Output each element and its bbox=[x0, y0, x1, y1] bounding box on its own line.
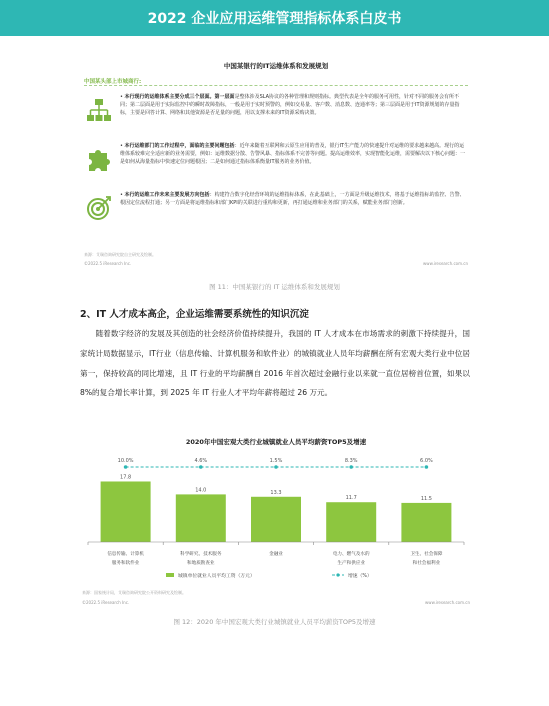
bar bbox=[101, 481, 151, 542]
figure-1-block-3: • 本行的运维工作未来主要发展方向包括：构建符合数字化经营环境的运维指标体系，在此基础上，一方面是升级运维技术，将基于运维指标的监控、告警、根因定位流程打通；另一方面是将运维指标和部门KPI的关联进行重构和更新，再打通运维和业务部门的关系，赋能业务部门创新。 bbox=[120, 192, 465, 206]
section-heading: 2、IT 人才成本高企，企业运维需要系统性的知识沉淀 bbox=[80, 309, 309, 320]
legend-bar-swatch bbox=[166, 573, 174, 577]
page-header bbox=[0, 0, 549, 36]
growth-value-label: 10.0% bbox=[117, 458, 134, 464]
page-title: 2022 企业应用运维管理指标体系白皮书 bbox=[147, 11, 402, 27]
block-lead: 本行的运维工作未来主要发展方向包括 bbox=[124, 192, 210, 198]
legend-bar-label: 城镇单位就业人员平均工资（万元） bbox=[178, 574, 255, 579]
growth-point bbox=[199, 465, 203, 469]
figure-1-block-2: • 本行运维部门的工作过程中，面临的主要问题包括：近年来随着互联网和云原生应用的普及，银行IT生产能力的快速提升对运维的要求越来越高。现行的运维体系较难完全适应新的业务需要，例如：运维数据分散、告警风暴、指标体系不完善等问题。提高运维效率，实现智能化运维，需要解决以下核心问题：一是如何从海量指标中快速定位问题根因；二是如何通过指标体系衡量IT服务的业务价值。 bbox=[120, 143, 466, 165]
growth-point bbox=[425, 465, 429, 469]
figure-1-title: 中国某银行的IT运维体系和发展规划 bbox=[223, 62, 329, 70]
block-text: ：近年来随着互联网和云原生应用的普及，银行IT生产能力的快速提升对运维的要求越来越高。现行的运维体系较难完全适应新的业务需要，例如：运维数据分散、告警风暴、指标体系不完善等问题。提高运维效率，实现智能化运维，需要解决以下核心问题：一是如何从海量指标中快速定位问题根因；二是如何通过指标体系衡量IT服务的业务价值。 bbox=[120, 143, 466, 165]
growth-point bbox=[124, 465, 128, 469]
hierarchy-icon bbox=[86, 97, 112, 123]
bar-value-label: 13.3 bbox=[270, 489, 282, 496]
category-tick-label: 科学研究、技术服务 bbox=[180, 552, 222, 557]
bar-value-label: 17.8 bbox=[120, 474, 132, 481]
category-tick-label: 信息传输、计算机 bbox=[107, 552, 144, 557]
figure-2-caption: 图 12：2020 年中国宏观大类行业城镇就业人员平均薪资TOP5及增速 bbox=[173, 618, 376, 626]
legend-line-marker bbox=[336, 573, 339, 576]
chart-url: www.iresearch.com.cn bbox=[425, 600, 470, 605]
target-icon bbox=[86, 195, 112, 221]
chart-title: 2020年中国宏观大类行业城镇就业人员平均薪资TOP5及增速 bbox=[185, 438, 367, 446]
bar-value-label: 11.7 bbox=[345, 495, 357, 502]
bar bbox=[326, 502, 376, 542]
section-paragraph bbox=[80, 324, 470, 403]
bar bbox=[251, 497, 301, 542]
category-tick-label: 和社会福利业 bbox=[412, 561, 441, 566]
chart-copyright: ©2022.5 iResearch Inc. bbox=[82, 600, 130, 605]
growth-value-label: 1.5% bbox=[269, 458, 283, 464]
block-text: ：构建符合数字化经营环境的运维指标体系，在此基础上，一方面是升级运维技术，将基于运维指标的监控、告警、根因定位流程打通；另一方面是将运维指标和部门KPI的关联进行重构和更新，再打通运维和业务部门的关系，赋能业务部门创新。 bbox=[120, 192, 465, 206]
figure-1-caption: 图 11：中国某银行的 IT 运维体系和发展规划 bbox=[209, 283, 340, 291]
bar-value-label: 11.5 bbox=[420, 495, 432, 502]
growth-value-label: 8.3% bbox=[344, 458, 358, 464]
chart-source: 来源：国家统计局，艾瑞咨询研究院公开资料研究及绘制。 bbox=[82, 590, 186, 595]
block-lead: 本行现行的运维体系主要分成三个层面。第一层面 bbox=[124, 94, 235, 100]
category-tick-label: 和地质勘查业 bbox=[187, 561, 215, 566]
bar bbox=[176, 494, 226, 542]
figure-1-block-1: • 本行现行的运维体系主要分成三个层面。第一层面是整体涉及SLA协议的各种管理和规则指标。典型代表是全年的服务可用性，针对不同的服务会有所不同；第二层面是用于实际监控中的瞬时故障指标，一般是用于实时预警的，例如交易量、客户数、消息数、连通率等；第三层面是用于IT资源规划的存量指标，主要是回答计算、网络和其他资源是否足量的问题，用以支撑未来的IT资源采购决策。 bbox=[120, 94, 460, 116]
block-lead: 本行运维部门的工作过程中，面临的主要问题包括 bbox=[124, 143, 235, 149]
growth-point bbox=[349, 465, 353, 469]
figure-1-subtitle: 中国某头部上市城商行: bbox=[84, 79, 142, 85]
category-tick-label: 卫生、社会保障 bbox=[410, 552, 443, 557]
divider bbox=[84, 85, 468, 86]
growth-value-label: 4.6% bbox=[194, 458, 208, 464]
figure-2-chart bbox=[80, 434, 472, 610]
legend-line-label: 增速（%） bbox=[348, 574, 372, 579]
category-tick-label: 生产和供应业 bbox=[337, 561, 365, 566]
bar-value-label: 14.0 bbox=[195, 487, 207, 494]
category-tick-label: 服务和软件业 bbox=[111, 561, 140, 566]
category-tick-label: 电力、燃气及水的 bbox=[332, 552, 370, 557]
figure-1-source: 来源：艾瑞咨询研究院自主研究及绘制。 bbox=[84, 252, 156, 257]
category-tick-label: 金融业 bbox=[269, 552, 283, 557]
figure-1-copyright: ©2022.5 iResearch Inc. bbox=[84, 261, 132, 266]
bar-line-chart bbox=[80, 434, 472, 610]
paragraph-text: 随着数字经济的发展及其创造的社会经济价值持续提升，我国的 IT 人才成本在市场需求的刺激下持续提升，国家统计局数据显示，IT行业（信息传输、计算机服务和软件业）的城镇就业人员年均薪酬在所有宏观大类行业中位居第一，保持较高的同比增速，且 IT 行业的平均薪酬自 2016 年首次超过金融行业以来就一直位居榜首位置，如果以 8%的复合增长率计算，到 2025 年 IT 行业人才平均年薪将超过 26 万元。 bbox=[80, 329, 470, 398]
puzzle-icon bbox=[86, 147, 112, 173]
figure-1-url: www.iresearch.com.cn bbox=[423, 261, 468, 266]
growth-point bbox=[274, 465, 278, 469]
bar bbox=[401, 503, 451, 542]
block-text: 是整体涉及SLA协议的各种管理和规则指标。典型代表是全年的服务可用性，针对不同的服务会有所不同；第二层面是用于实际监控中的瞬时故障指标，一般是用于实时预警的，例如交易量、客户数、消息数、连通率等；第三层面是用于IT资源规划的存量指标，主要是回答计算、网络和其他资源是否足量的问题，用以支撑未来的IT资源采购决策。 bbox=[120, 94, 460, 116]
figure-1 bbox=[80, 55, 472, 269]
growth-value-label: 6.0% bbox=[420, 458, 433, 464]
